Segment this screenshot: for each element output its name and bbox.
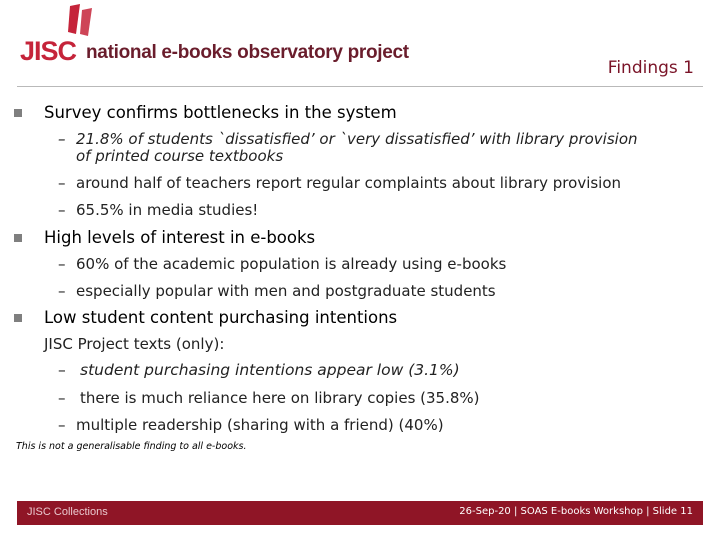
bullet-marker [14, 109, 22, 117]
slide-title: Findings 1 [607, 58, 694, 78]
footnote: This is not a generalisable finding to all e-books. [16, 441, 247, 452]
logo-project-text: national e-books observatory project [86, 42, 409, 63]
bullet-1-text: Survey confirms bottlenecks in the system [44, 103, 397, 122]
sub-bullet: – especially popular with men and postgraduate students [58, 282, 496, 300]
footer-bar [17, 501, 703, 525]
footer-org: JISC Collections [27, 506, 108, 518]
jisc-logo [20, 4, 409, 66]
sub-bullet: – 65.5% in media studies! [58, 201, 259, 219]
bullet-marker [14, 234, 22, 242]
plain-line: JISC Project texts (only): [44, 335, 225, 353]
sub-bullet: – 21.8% of students `dissatisfied’ or `very dissatisfied’ with library provision [58, 130, 638, 148]
bullet-3-text: Low student content purchasing intentions [44, 308, 398, 327]
footer-info: 26-Sep-20 | SOAS E-books Workshop | Slide 11 [459, 506, 693, 517]
logo-swoosh-icon [66, 4, 106, 38]
bullet-marker [14, 314, 22, 322]
sub-bullet: – around half of teachers report regular complaints about library provision [58, 174, 622, 192]
title-divider [17, 86, 703, 87]
sub-bullet: – there is much reliance here on library copies (35.8%) [58, 389, 480, 407]
sub-bullet: – multiple readership (sharing with a friend) (40%) [58, 416, 444, 434]
sub-bullet: – 60% of the academic population is already using e-books [58, 255, 507, 273]
logo-jisc-text: JISC [20, 36, 77, 66]
bullet-2-text: High levels of interest in e-books [44, 228, 316, 247]
sub-bullet-continuation: of printed course textbooks [76, 147, 284, 165]
sub-bullet: – student purchasing intentions appear low (3.1%) [58, 361, 460, 379]
